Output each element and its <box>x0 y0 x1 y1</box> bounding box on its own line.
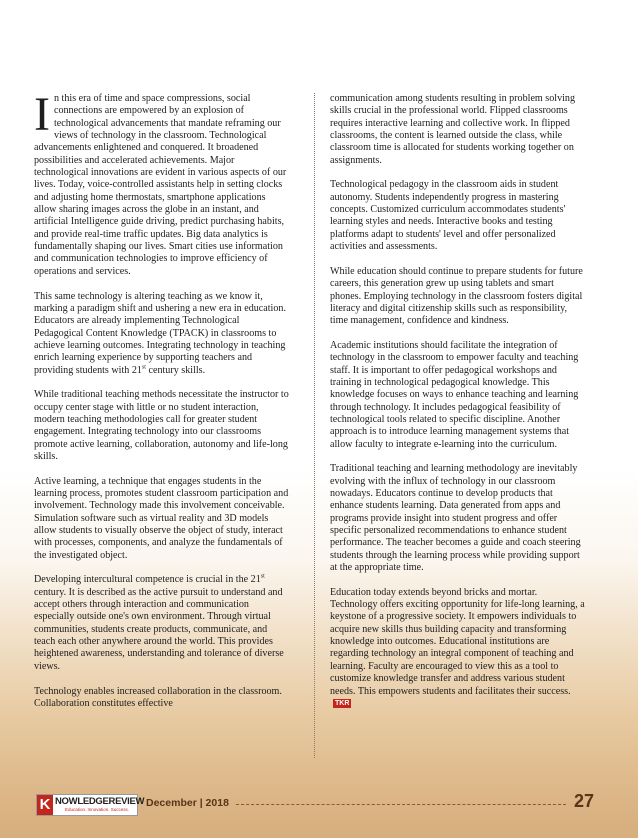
paragraph <box>34 88 290 278</box>
left-column <box>34 88 290 723</box>
paragraph: communication among students resulting in problem solving skills crucial in the professional world. Flipped classrooms requires interactive learning and collective work. In flipped classrooms, the content is learned outside the class, while classroom time is allocated for students working together on assignments. <box>330 93 576 166</box>
page-number: 27 <box>574 791 595 811</box>
logo-name: NOWLEDGEREVIEW <box>55 796 145 807</box>
issue-date: December | 2018 <box>146 797 229 809</box>
end-mark-icon: TKR <box>335 699 350 707</box>
superscript: st <box>141 364 146 371</box>
paragraph: While traditional teaching methods necessitate the instructor to occupy center stage with little or no student interaction, modern teaching methodologies call for greater student engagement. Integrating technology into our classrooms promote active learning, collaboration, autonomy and life-long skills. <box>34 389 289 462</box>
paragraph: Traditional teaching and learning methodology are inevitably evolving with the influx of technology in our classroom nowadays. Educators continue to develop products that enhance students learning. Data generated from apps and programs provide insight into student progress and offer specific personalized recommendations to enhance student performance. The teacher becomes a guide and coach steering students through the learning process while providing support at the appropriate time. <box>330 463 581 574</box>
paragraph: While education should continue to prepare students for future careers, this generation grew up using tablets and smart phones. Employing technology in the classroom fosters digital literacy and digital citizenship skills such as responsibility, time management, confidence and kindness. <box>330 265 583 327</box>
drop-cap: I <box>34 88 50 141</box>
paragraph-text: century. It is described as the active pursuit to understand and accept others through interaction and communication especially outside one's own environment. Through virtual communities, students create products, communicate, and teach each other anywhere around the world. This provides heightened awareness, understanding and tolerance of diverse views. <box>34 586 284 672</box>
paragraph: Active learning, a technique that engages students in the learning process, promotes student classroom participation and involvement. Technology made this involvement conceivable. Simulation software such as virtual reality and 3D models allow students to visually observe the object of study, interact with processes, components, and analyze the fundamentals of the investigated object. <box>34 475 289 561</box>
paragraph-text: This same technology is altering teaching as we know it, marking a paradigm shift and ushering a new era in education. Educators are already implementing Technological Pedagogical Content Knowledge (TPACK) in classrooms to achieve learning outcomes. Integrating technology in teaching enrich learning experience by supporting teachers and providing students with 21 <box>34 290 286 376</box>
paragraph: Technology enables increased collaboration in the classroom. Collaboration constitutes effective <box>34 685 282 709</box>
superscript: st <box>260 574 265 581</box>
magazine-logo <box>36 794 145 816</box>
paragraph-text: century skills. <box>145 364 206 376</box>
footer-rule <box>236 804 566 805</box>
paragraph: Technological pedagogy in the classroom aids in student autonomy. Students independently progress in mastering concepts. Customized curriculum accommodates students' learning styles and needs. Interactive books and testing platforms adapt to students' level and offer personalized activities and assessments. <box>330 179 566 253</box>
paragraph <box>34 291 290 377</box>
column-divider <box>314 93 315 758</box>
paragraph: Academic institutions should facilitate the integration of technology in the classroom to empower faculty and teaching staff. It is important to offer pedagogical workshops and training in technological pedagogical knowledge. This knowledge focuses on ways to enhance teaching and learning through technology. It includes pedagogical feasibility of technological tools related to specific discipline. Another approach is to introduce learning management systems that allow faculty to integrate e-learning into the curriculum. <box>330 339 579 450</box>
paragraph-text: Developing intercultural competence is crucial in the 21 <box>34 574 261 586</box>
logo-tagline: Education. Innovation. Success. <box>65 807 130 812</box>
page-footer <box>0 790 638 816</box>
paragraph <box>34 574 290 673</box>
right-column <box>330 93 586 723</box>
paragraph-text: Education today extends beyond bricks and mortar. Technology offers exciting opportunity for life-long learning, a keystone of a progressive society. It empowers individuals to acquire new skills thus building capacity and transforming knowledge into outcomes. Educational institutions are regarding technology an integral component of teaching and learning. Faculty are encouraged to view this as a tool to customize knowledge transfer and address various student needs. This empowers students and facilitates their success. <box>330 586 585 697</box>
paragraph-text: n this era of time and space compressions, social connections are empowered by an explosion of technological advancements that mandate reframing our views of technology in the classroom. Technological advancements enlightened and conquered. It broadened possibilities and accelerated achievements. Major technological innovations are evident in various aspects of our lives. Today, voice-controlled assistants help in setting clocks and adjusting home thermostats, smartphone applications allow sharing images across the globe in an instant, and artificial Intelligence guide driving, predict purchasing habits, and provide real-time traffic updates. Big data analytics is fundamentally shaping our lives. Smart cities use information and communication technologies to improve efficiency of operations and services. <box>34 93 287 277</box>
logo-letter: K <box>37 795 53 815</box>
paragraph <box>330 587 586 710</box>
